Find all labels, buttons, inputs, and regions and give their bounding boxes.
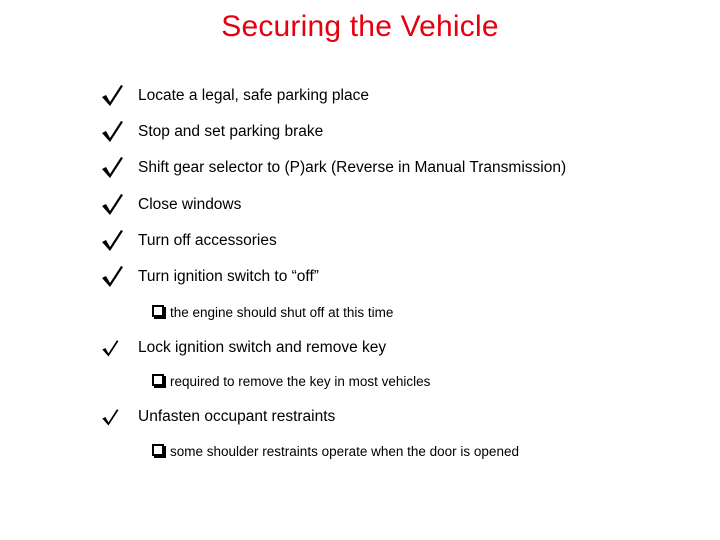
check-icon <box>100 154 124 180</box>
item-label: Turn off accessories <box>138 232 277 249</box>
item-label: Turn ignition switch to “off” <box>138 268 319 285</box>
check-icon <box>100 263 124 289</box>
square-icon <box>152 305 164 317</box>
sub-list-item <box>152 441 519 461</box>
check-icon <box>100 191 124 217</box>
check-icon <box>100 407 120 427</box>
sub-list-item <box>152 371 430 391</box>
check-icon <box>100 118 124 144</box>
sub-item-label: some shoulder restraints operate when the door is opened <box>170 443 519 459</box>
square-icon <box>152 374 164 386</box>
item-label: Shift gear selector to (P)ark (Reverse in Manual Transmission) <box>138 159 567 176</box>
sub-list-item <box>152 302 393 322</box>
item-label: Stop and set parking brake <box>138 123 324 140</box>
slide-title: Securing the Vehicle <box>221 10 499 43</box>
item-label: Locate a legal, safe parking place <box>138 87 369 104</box>
check-icon <box>100 227 124 253</box>
item-label: Close windows <box>138 196 242 213</box>
check-icon <box>100 338 120 358</box>
item-label: Lock ignition switch and remove key <box>138 339 387 356</box>
square-icon <box>152 444 164 456</box>
sub-item-label: required to remove the key in most vehicles <box>170 373 431 389</box>
check-icon <box>100 82 124 108</box>
item-label: Unfasten occupant restraints <box>138 408 336 425</box>
sub-item-label: the engine should shut off at this time <box>170 304 394 320</box>
